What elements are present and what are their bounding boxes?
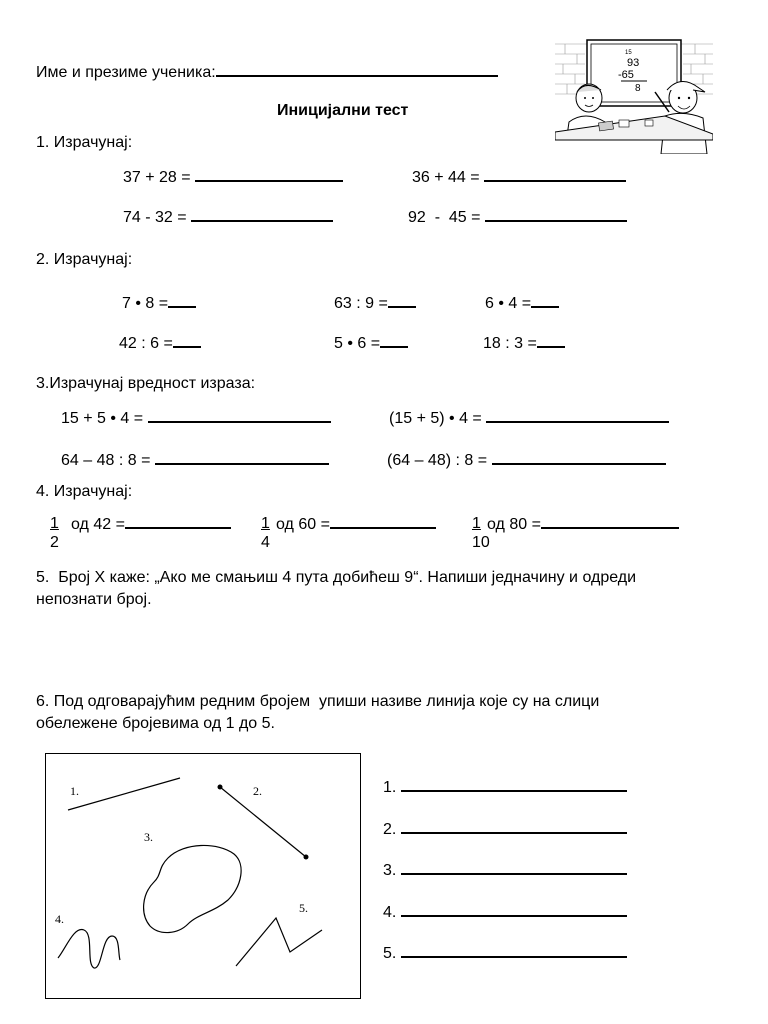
answer-field[interactable] [191,206,333,222]
fraction [50,514,70,552]
answer-field[interactable] [486,407,669,423]
task3-item: (15 + 5) • 4 = [389,407,669,429]
figure-label: 4. [55,912,64,926]
line-5-broken [236,918,322,966]
task3-item: 15 + 5 • 4 = [61,407,331,429]
board-number: 15 [625,50,632,56]
answer-field[interactable] [401,901,627,917]
answer-row: 5. [383,942,627,964]
task3-heading: 3.Израчунај вредност израза: [36,375,256,392]
task4-heading: 4. Израчунај: [36,483,133,500]
fraction-numerator: 1 [472,515,481,532]
task2-item: 63 : 9 = [334,292,416,314]
task5-text-line1: 5. Број Х каже: „Ако ме смањиш 4 пута добићеш 9“. Напиши једначину и одреди [36,569,637,586]
figure-label: 3. [144,830,153,844]
fraction-denominator: 4 [261,534,270,551]
answer-row: 3. [383,859,627,881]
answer-field[interactable] [401,818,627,834]
task1-heading: 1. Израчунај: [36,134,133,151]
answer-field[interactable] [401,859,627,875]
answer-field[interactable] [401,776,627,792]
answer-field[interactable] [541,513,679,529]
fraction-denominator: 10 [472,534,490,551]
task3-item: (64 – 48) : 8 = [387,449,666,471]
task2-item: 5 • 6 = [334,332,408,354]
task2-item: 6 • 4 = [485,292,559,314]
illustration-drawing [555,36,713,154]
answer-field[interactable] [380,332,408,348]
answer-field[interactable] [401,942,627,958]
line-3-closed-curve [144,845,242,932]
task1-item: 37 + 28 = [123,166,343,188]
lines-drawing [46,754,360,998]
line-1-straight [68,778,180,810]
student-name-row [36,61,498,83]
task2-item: 18 : 3 = [483,332,565,354]
answer-field[interactable] [484,166,626,182]
task2-item: 7 • 8 = [122,292,196,314]
task1-item: 36 + 44 = [412,166,626,188]
answer-field[interactable] [195,166,343,182]
board-number: 93 [627,57,640,69]
answer-field[interactable] [148,407,331,423]
answer-field[interactable] [168,292,196,308]
fraction-numerator: 1 [50,515,59,532]
classroom-illustration [555,36,713,154]
task5-text-line2: непознати број. [36,591,152,608]
answer-field[interactable] [537,332,565,348]
board-number: -65 [618,69,634,81]
page-title: Иницијални тест [277,102,409,119]
answer-field[interactable] [330,513,436,529]
line-4-curve [58,930,120,969]
figure-label: 1. [70,784,79,798]
answer-field[interactable] [173,332,201,348]
task4-item: од 42 = [71,513,231,535]
answer-field[interactable] [388,292,416,308]
task4-item: од 60 = [276,513,436,535]
task6-text-line2: обележене бројевима од 1 до 5. [36,715,275,732]
task1-item: 74 - 32 = [123,206,333,228]
figure-label: 5. [299,901,308,915]
task4-item: од 80 = [487,513,679,535]
task2-heading: 2. Израчунај: [36,251,133,268]
answer-field[interactable] [492,449,666,465]
figure-label: 2. [253,784,262,798]
answer-field[interactable] [531,292,559,308]
student-name-label: Име и презиме ученика: [36,64,216,81]
line-2-segment [220,787,306,857]
answer-row: 4. [383,901,627,923]
answer-field[interactable] [485,206,627,222]
lines-figure [45,753,361,999]
task3-item: 64 – 48 : 8 = [61,449,329,471]
answer-row: 1. [383,776,627,798]
board-number: 8 [635,83,641,94]
student-name-field[interactable] [216,61,498,77]
task6-text-line1: 6. Под одговарајућим редним бројем упиши називе линија које су на слици [36,693,600,710]
fraction-denominator: 2 [50,534,59,551]
answer-row: 2. [383,818,627,840]
task2-item: 42 : 6 = [119,332,201,354]
answer-field[interactable] [125,513,231,529]
fraction-numerator: 1 [261,515,270,532]
answer-field[interactable] [155,449,329,465]
task1-item: 92 - 45 = [408,206,627,228]
